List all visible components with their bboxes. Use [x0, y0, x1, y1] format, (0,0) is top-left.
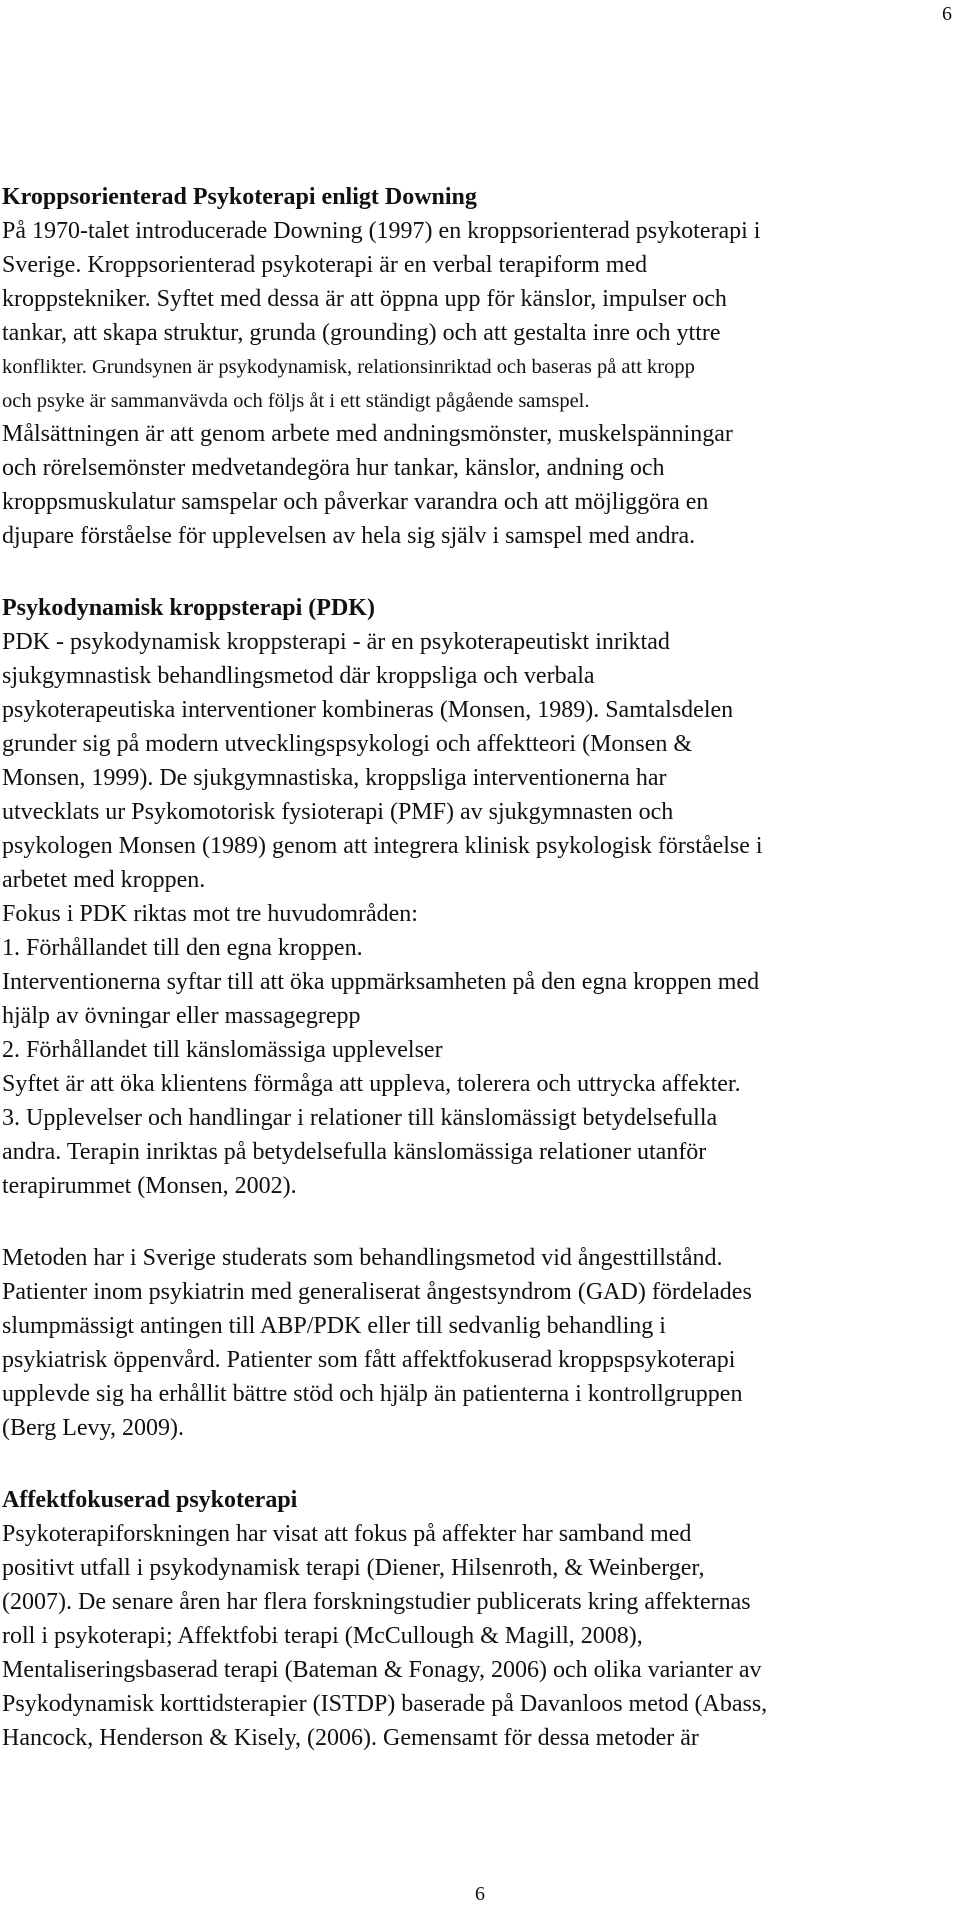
paragraph-line: psykologen Monsen (1989) genom att integrera klinisk psykologisk förståelse i — [2, 833, 763, 859]
paragraph-line: andra. Terapin inriktas på betydelsefulla känslomässiga relationer utanför — [2, 1139, 707, 1165]
paragraph-line: psykiatrisk öppenvård. Patienter som fått affektfokuserad kroppspsykoterapi — [2, 1347, 736, 1373]
paragraph-line: och rörelsemönster medvetandegöra hur tankar, känslor, andning och — [2, 455, 665, 481]
heading-affektfokuserad-psykoterapi: Affektfokuserad psykoterapi — [2, 1487, 298, 1513]
paragraph-line: tankar, att skapa struktur, grunda (grounding) och att gestalta inre och yttre — [2, 320, 721, 346]
paragraph-line: hjälp av övningar eller massagegrepp — [2, 1003, 361, 1029]
paragraph-line: Syftet är att öka klientens förmåga att uppleva, tolerera och uttrycka affekter. — [2, 1071, 741, 1097]
page-number-top: 6 — [942, 3, 952, 25]
paragraph-line: Mentaliseringsbaserad terapi (Bateman & Fonagy, 2006) och olika varianter av — [2, 1657, 762, 1683]
list-item: 2. Förhållandet till känslomässiga upplevelser — [2, 1037, 443, 1063]
paragraph-line: terapirummet (Monsen, 2002). — [2, 1173, 297, 1199]
paragraph-line: utvecklats ur Psykomotorisk fysioterapi (PMF) av sjukgymnasten och — [2, 799, 674, 825]
paragraph-line: djupare förståelse för upplevelsen av hela sig själv i samspel med andra. — [2, 523, 696, 549]
list-item: 1. Förhållandet till den egna kroppen. — [2, 935, 363, 961]
paragraph-line: (2007). De senare åren har flera forskningstudier publicerats kring affekternas — [2, 1589, 751, 1615]
paragraph-line: slumpmässigt antingen till ABP/PDK eller till sedvanlig behandling i — [2, 1313, 666, 1339]
heading-psykodynamisk-kroppsterapi: Psykodynamisk kroppsterapi (PDK) — [2, 595, 375, 621]
paragraph-line: kroppstekniker. Syftet med dessa är att öppna upp för känslor, impulser och — [2, 286, 727, 312]
paragraph-line: Patienter inom psykiatrin med generaliserat ångestsyndrom (GAD) fördelades — [2, 1279, 752, 1305]
paragraph-line: roll i psykoterapi; Affektfobi terapi (McCullough & Magill, 2008), — [2, 1623, 643, 1649]
page-number-bottom: 6 — [475, 1883, 485, 1905]
paragraph-line: upplevde sig ha erhållit bättre stöd och hjälp än patienterna i kontrollgruppen — [2, 1381, 743, 1407]
paragraph-line: Metoden har i Sverige studerats som behandlingsmetod vid ångesttillstånd. — [2, 1245, 723, 1271]
paragraph-line: Fokus i PDK riktas mot tre huvudområden: — [2, 901, 418, 927]
paragraph-line: Hancock, Henderson & Kisely, (2006). Gemensamt för dessa metoder är — [2, 1725, 699, 1751]
paragraph-line: Målsättningen är att genom arbete med andningsmönster, muskelspänningar — [2, 421, 733, 447]
heading-kroppsorienterad-psykoterapi: Kroppsorienterad Psykoterapi enligt Downing — [2, 184, 477, 210]
paragraph-line: Interventionerna syftar till att öka uppmärksamheten på den egna kroppen med — [2, 969, 760, 995]
paragraph-line: Psykoterapiforskningen har visat att fokus på affekter har samband med — [2, 1521, 692, 1547]
paragraph-line: psykoterapeutiska interventioner kombineras (Monsen, 1989). Samtalsdelen — [2, 697, 734, 723]
paragraph-line: positivt utfall i psykodynamisk terapi (Diener, Hilsenroth, & Weinberger, — [2, 1555, 705, 1581]
paragraph-line: Psykodynamisk korttidsterapier (ISTDP) baserade på Davanloos metod (Abass, — [2, 1691, 768, 1717]
paragraph-line: konflikter. Grundsynen är psykodynamisk, relationsinriktad och baseras på att kropp — [2, 356, 695, 378]
paragraph-line: Monsen, 1999). De sjukgymnastiska, kroppsliga interventionerna har — [2, 765, 667, 791]
paragraph-line: arbetet med kroppen. — [2, 867, 206, 893]
paragraph-line: kroppsmuskulatur samspelar och påverkar varandra och att möjliggöra en — [2, 489, 709, 515]
paragraph-line: PDK - psykodynamisk kroppsterapi - är en psykoterapeutiskt inriktad — [2, 629, 670, 655]
paragraph-line: (Berg Levy, 2009). — [2, 1415, 184, 1441]
paragraph-line: På 1970-talet introducerade Downing (1997) en kroppsorienterad psykoterapi i — [2, 218, 761, 244]
paragraph-line: Sverige. Kroppsorienterad psykoterapi är en verbal terapiform med — [2, 252, 648, 278]
paragraph-line: och psyke är sammanvävda och följs åt i ett ständigt pågående samspel. — [2, 390, 590, 412]
paragraph-line: grunder sig på modern utvecklingspsykologi och affektteori (Monsen & — [2, 731, 693, 757]
list-item: 3. Upplevelser och handlingar i relationer till känslomässigt betydelsefulla — [2, 1105, 718, 1131]
paragraph-line: sjukgymnastisk behandlingsmetod där kroppsliga och verbala — [2, 663, 595, 689]
